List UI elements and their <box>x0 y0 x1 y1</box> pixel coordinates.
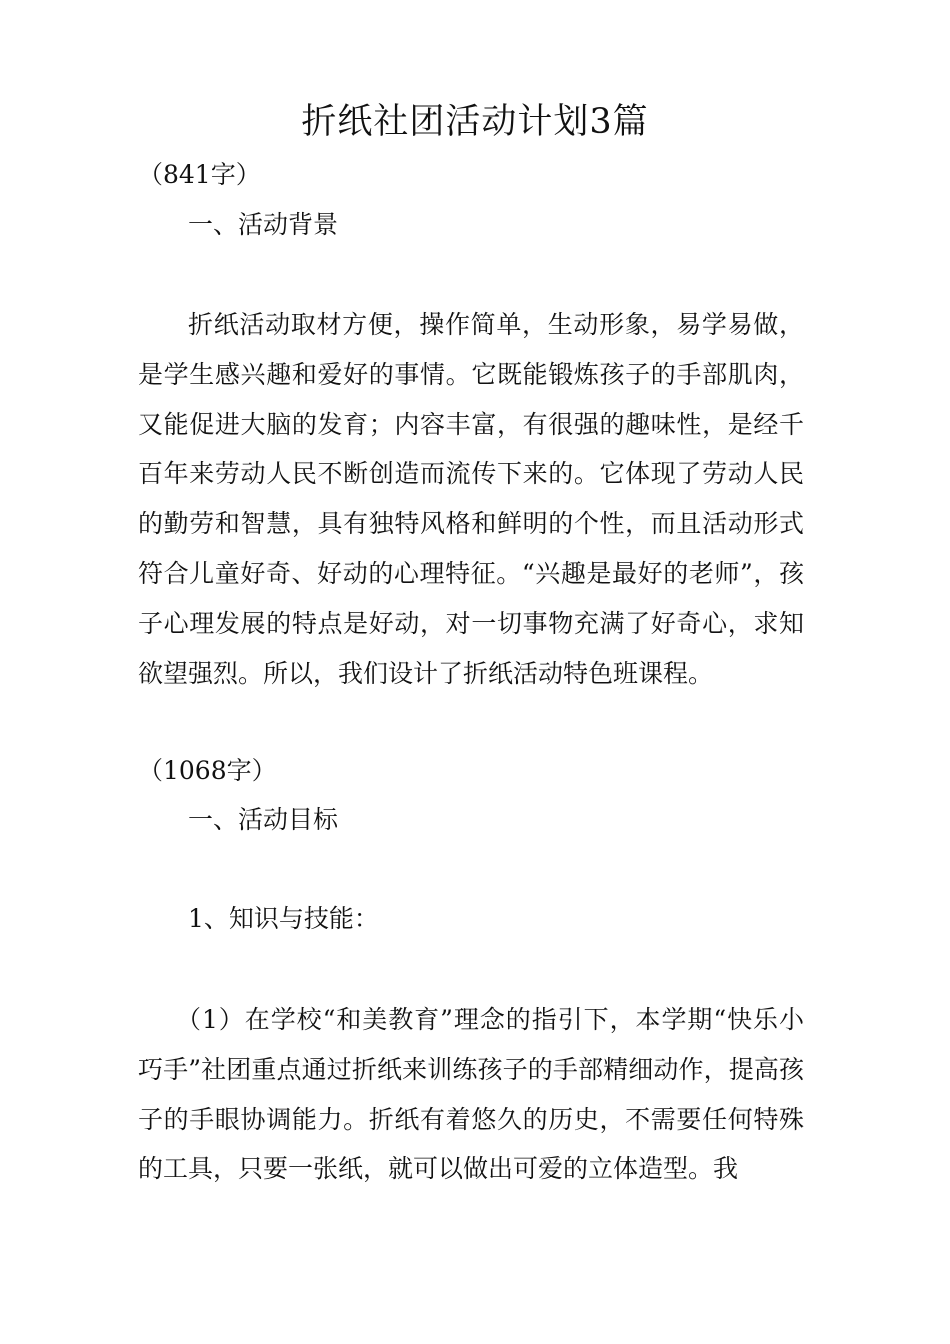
document-title: 折纸社团活动计划3篇 <box>301 102 649 142</box>
section-heading-background: 一、活动背景 <box>188 210 339 239</box>
word-count-1: （841字） <box>138 160 261 189</box>
paragraph-background: 折纸活动取材方便，操作简单，生动形象，易学易做，是学生感兴趣和爱好的事情。它既能锻炼孩子的手部肌肉，又能促进大脑的发育；内容丰富，有很强的趣味性，是经千百年来劳动人民不断创造而流传下来的。它体现了劳动人民的勤劳和智慧，具有独特风格和鲜明的个性，而且活动形式符合儿童好奇、好动的心理特征。“兴趣是最好的老师”，孩子心理发展的特点是好动，对一切事物充满了好奇心，求知欲望强烈。所以，我们设计了折纸活动特色班课程。 <box>138 310 804 688</box>
paragraph-goals: （1）在学校“和美教育”理念的指引下，本学期“快乐小巧手”社团重点通过折纸来训练孩子的手部精细动作，提高孩子的手眼协调能力。折纸有着悠久的历史，不需要任何特殊的工具，只要一张纸，就可以做出可爱的立体造型。我 <box>138 1005 805 1184</box>
section-heading-goals: 一、活动目标 <box>188 805 339 834</box>
word-count-2: （1068字） <box>138 756 277 785</box>
subheading-knowledge-skills: 1、知识与技能： <box>188 904 379 933</box>
